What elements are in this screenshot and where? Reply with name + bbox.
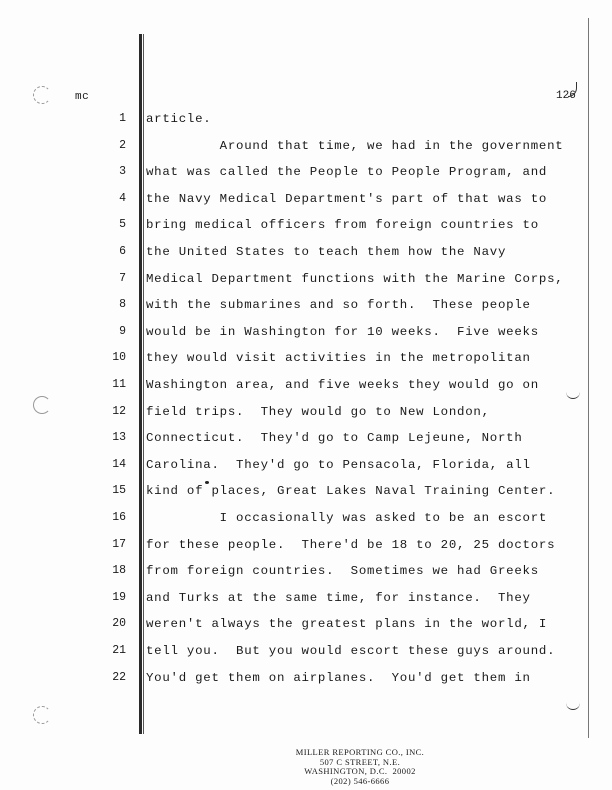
- line-text: what was called the People to People Program, and: [146, 165, 548, 180]
- line-number: 22: [112, 670, 126, 684]
- transcript-line: [0, 511, 612, 538]
- line-text: weren't always the greatest plans in the world, I: [146, 617, 548, 632]
- line-text: You'd get them on airplanes. You'd get them in: [146, 670, 531, 685]
- transcript-line: [0, 564, 612, 591]
- footer-phone: (202) 546-6666: [330, 775, 390, 786]
- line-text: I occasionally was asked to be an escort: [146, 511, 548, 525]
- transcript-line: [0, 644, 612, 671]
- line-number: 20: [112, 617, 126, 631]
- line-number: 1: [119, 112, 126, 125]
- transcript-line: [0, 484, 612, 511]
- line-number: 12: [112, 404, 126, 418]
- check-mark-icon: [566, 700, 580, 710]
- line-text: bring medical officers from foreign countries to: [146, 218, 539, 233]
- line-number: 4: [119, 191, 126, 205]
- page-number: 126: [556, 90, 576, 102]
- line-text: would be in Washington for 10 weeks. Five weeks: [146, 324, 539, 339]
- punch-hole-top-icon: [33, 86, 51, 104]
- transcript-line: [0, 325, 612, 352]
- line-text: Washington area, and five weeks they would go on: [146, 378, 539, 392]
- line-number: 8: [119, 298, 126, 312]
- punch-hole-bottom-icon: [33, 706, 51, 724]
- line-text: Carolina. They'd go to Pensacola, Florida, all: [146, 457, 531, 472]
- reporter-footer: [250, 748, 470, 786]
- line-text: Connecticut. They'd go to Camp Lejeune, North: [146, 431, 523, 446]
- line-number: 7: [119, 271, 126, 285]
- transcript-line: [0, 192, 612, 219]
- transcript-line: [0, 431, 612, 458]
- line-number: 6: [119, 245, 126, 258]
- line-number: 5: [119, 218, 126, 232]
- line-text: for these people. There'd be 18 to 20, 25 doctors: [146, 537, 556, 552]
- transcript-line: [0, 591, 612, 618]
- line-number: 14: [112, 457, 126, 471]
- transcript-line: [0, 298, 612, 325]
- line-number: 11: [112, 378, 126, 391]
- transcript-line: [0, 405, 612, 432]
- line-number: 15: [112, 484, 126, 498]
- line-text: article.: [146, 112, 212, 126]
- line-number: 3: [119, 165, 126, 179]
- transcript-line: [0, 378, 612, 405]
- footer-company: MILLER REPORTING CO., INC.: [295, 747, 425, 757]
- line-text: the Navy Medical Department's part of that was to: [146, 191, 548, 206]
- transcript-line: [0, 617, 612, 644]
- line-text: field trips. They would go to New London,: [146, 404, 490, 419]
- transcript-line: [0, 218, 612, 245]
- line-text: with the submarines and so forth. These people: [146, 298, 531, 313]
- line-number: 2: [119, 138, 126, 152]
- transcript-line: [0, 351, 612, 378]
- transcript-line: [0, 112, 612, 139]
- line-number: 17: [112, 537, 126, 551]
- line-text: the United States to teach them how the Navy: [146, 245, 507, 259]
- transcript-line: [0, 538, 612, 565]
- transcript-line: [0, 272, 612, 299]
- footer-street: 507 C STREET, N.E.: [319, 756, 401, 767]
- line-text: Around that time, we had in the government: [146, 138, 564, 153]
- line-text: tell you. But you would escort these guys around.: [146, 644, 556, 658]
- line-number: 10: [112, 351, 126, 365]
- line-number: 16: [112, 511, 126, 524]
- transcript-line: [0, 458, 612, 485]
- line-text: from foreign countries. Sometimes we had Greeks: [146, 564, 539, 579]
- transcript-line: [0, 245, 612, 272]
- line-text: and Turks at the same time, for instance. They: [146, 590, 531, 605]
- line-text: they would visit activities in the metropolitan: [146, 351, 531, 366]
- footer-city: WASHINGTON, D.C. 20002: [304, 766, 416, 776]
- reporter-initials: mc: [75, 91, 90, 103]
- line-number: 19: [112, 590, 126, 604]
- line-number: 13: [112, 431, 126, 445]
- line-number: 9: [119, 324, 126, 338]
- transcript-line: [0, 165, 612, 192]
- line-text: Medical Department functions with the Marine Corps,: [146, 271, 564, 286]
- transcript-line: [0, 139, 612, 166]
- line-number: 21: [112, 644, 126, 657]
- line-text: kind of places, Great Lakes Naval Training Center.: [146, 484, 556, 499]
- line-number: 18: [112, 564, 126, 578]
- transcript-line: [0, 671, 612, 698]
